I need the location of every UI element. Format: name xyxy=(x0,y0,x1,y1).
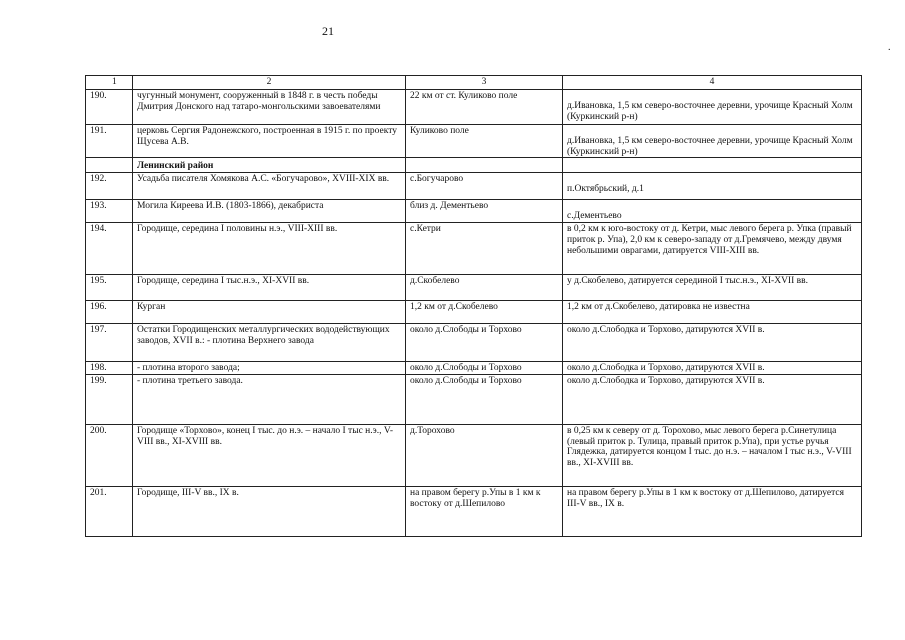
stray-mark: . xyxy=(888,42,891,53)
row-location-text: д.Ивановка, 1,5 км северо-восточнее деревни, урочище Красный Холм (Куркинский р-н) xyxy=(567,136,853,157)
row-monument-name: Городище, середина I половины н.э., VIII-XIII вв. xyxy=(133,223,406,275)
row-place: 1,2 км от д.Скобелево xyxy=(406,301,563,324)
row-monument-name: церковь Сергия Радонежского, построенная в 1915 г. по проекту Щусева А.В. xyxy=(133,125,406,158)
row-monument-name: Городище, середина I тыс.н.э., XI-XVII вв. xyxy=(133,275,406,301)
row-monument-name: Городище, III-V вв., IX в. xyxy=(133,486,406,536)
row-number: 197. xyxy=(86,324,133,362)
row-place: д.Торохово xyxy=(406,424,563,486)
row-number: 195. xyxy=(86,275,133,301)
row-place: около д.Слободы и Торхово xyxy=(406,324,563,362)
row-number: 193. xyxy=(86,200,133,223)
row-place: на правом берегу р.Упы в 1 км к востоку от д.Шепилово xyxy=(406,486,563,536)
district-name: Ленинский район xyxy=(133,158,406,173)
row-place: Куликово поле xyxy=(406,125,563,158)
row-location-text: с.Дементьево xyxy=(567,211,622,222)
row-location-text: д.Ивановка, 1,5 км северо-восточнее деревни, урочище Красный Холм (Куркинский р-н) xyxy=(567,101,853,122)
district-heading-row xyxy=(86,158,862,173)
row-location: на правом берегу р.Упы в 1 км к востоку от д.Шепилово, датируется III-V вв., IX в. xyxy=(563,486,862,536)
column-number-1: 1 xyxy=(86,76,133,90)
row-number: 198. xyxy=(86,362,133,375)
table-row xyxy=(86,486,862,536)
row-location: в 0,25 км к северу от д. Торохово, мыс левого берега р.Синетулица (левый приток р. Тулица, правый приток р.Упа), при устье ручья Глядежка, датируется концом I тыс. до н.э. – началом I тыс н.э., V-VIII вв., XI-XVIII вв. xyxy=(563,424,862,486)
table-row xyxy=(86,223,862,275)
row-number xyxy=(86,158,133,173)
row-location: около д.Слободка и Торхово, датируются XVII в. xyxy=(563,324,862,362)
row-place: д.Скобелево xyxy=(406,275,563,301)
row-monument-name: Городище «Торхово», конец I тыс. до н.э. – начало I тыс н.э., V-VIII вв., XI-XVIII вв. xyxy=(133,424,406,486)
table-row xyxy=(86,90,862,125)
row-location: 1,2 км от д.Скобелево, датировка не известна xyxy=(563,301,862,324)
row-monument-name: Усадьба писателя Хомякова А.С. «Богучарово», XVIII-XIX вв. xyxy=(133,173,406,200)
table-row xyxy=(86,275,862,301)
row-location xyxy=(563,158,862,173)
row-monument-name: Курган xyxy=(133,301,406,324)
page-number: 21 xyxy=(322,24,334,38)
row-place: около д.Слободы и Торхово xyxy=(406,374,563,424)
table-row xyxy=(86,362,862,375)
row-number: 200. xyxy=(86,424,133,486)
row-location: около д.Слободка и Торхово, датируются XVII в. xyxy=(563,374,862,424)
row-number: 192. xyxy=(86,173,133,200)
column-number-3: 3 xyxy=(406,76,563,90)
table-row xyxy=(86,173,862,200)
row-monument-name: - плотина второго завода; xyxy=(133,362,406,375)
table-row xyxy=(86,301,862,324)
table-row xyxy=(86,200,862,223)
table-row xyxy=(86,324,862,362)
column-number-4: 4 xyxy=(563,76,862,90)
monuments-table xyxy=(85,75,862,537)
table-row xyxy=(86,125,862,158)
row-place: с.Кетри xyxy=(406,223,563,275)
row-place: с.Богучарово xyxy=(406,173,563,200)
column-number-row xyxy=(86,76,862,90)
row-location xyxy=(563,125,862,158)
row-monument-name: Остатки Городищенских металлургических вододействующих заводов, XVII в.: - плотина Верхнего завода xyxy=(133,324,406,362)
row-monument-name: - плотина третьего завода. xyxy=(133,374,406,424)
row-location xyxy=(563,200,862,223)
row-place: около д.Слободы и Торхово xyxy=(406,362,563,375)
row-number: 199. xyxy=(86,374,133,424)
row-location xyxy=(563,90,862,125)
row-number: 190. xyxy=(86,90,133,125)
table-row xyxy=(86,424,862,486)
row-location xyxy=(563,173,862,200)
row-monument-name: Могила Киреева И.В. (1803-1866), декабриста xyxy=(133,200,406,223)
row-location: у д.Скобелево, датируется серединой I тыс.н.э., XI-XVII вв. xyxy=(563,275,862,301)
row-number: 191. xyxy=(86,125,133,158)
column-number-2: 2 xyxy=(133,76,406,90)
row-location: в 0,2 км к юго-востоку от д. Кетри, мыс левого берега р. Упка (правый приток р. Упа), 2,0 км к северо-западу от д.Гремячево, между двумя небольшими оврагами, датируется VIII-XIII вв. xyxy=(563,223,862,275)
row-location-text: п.Октябрьский, д.1 xyxy=(567,184,644,195)
row-number: 194. xyxy=(86,223,133,275)
row-place xyxy=(406,158,563,173)
row-place: 22 км от ст. Куликово поле xyxy=(406,90,563,125)
row-number: 201. xyxy=(86,486,133,536)
row-place: близ д. Дементьево xyxy=(406,200,563,223)
table-row xyxy=(86,374,862,424)
row-number: 196. xyxy=(86,301,133,324)
row-location: около д.Слободка и Торхово, датируются XVII в. xyxy=(563,362,862,375)
row-monument-name: чугунный монумент, сооруженный в 1848 г. в честь победы Дмитрия Донского над татаро-монгольскими завоевателями xyxy=(133,90,406,125)
